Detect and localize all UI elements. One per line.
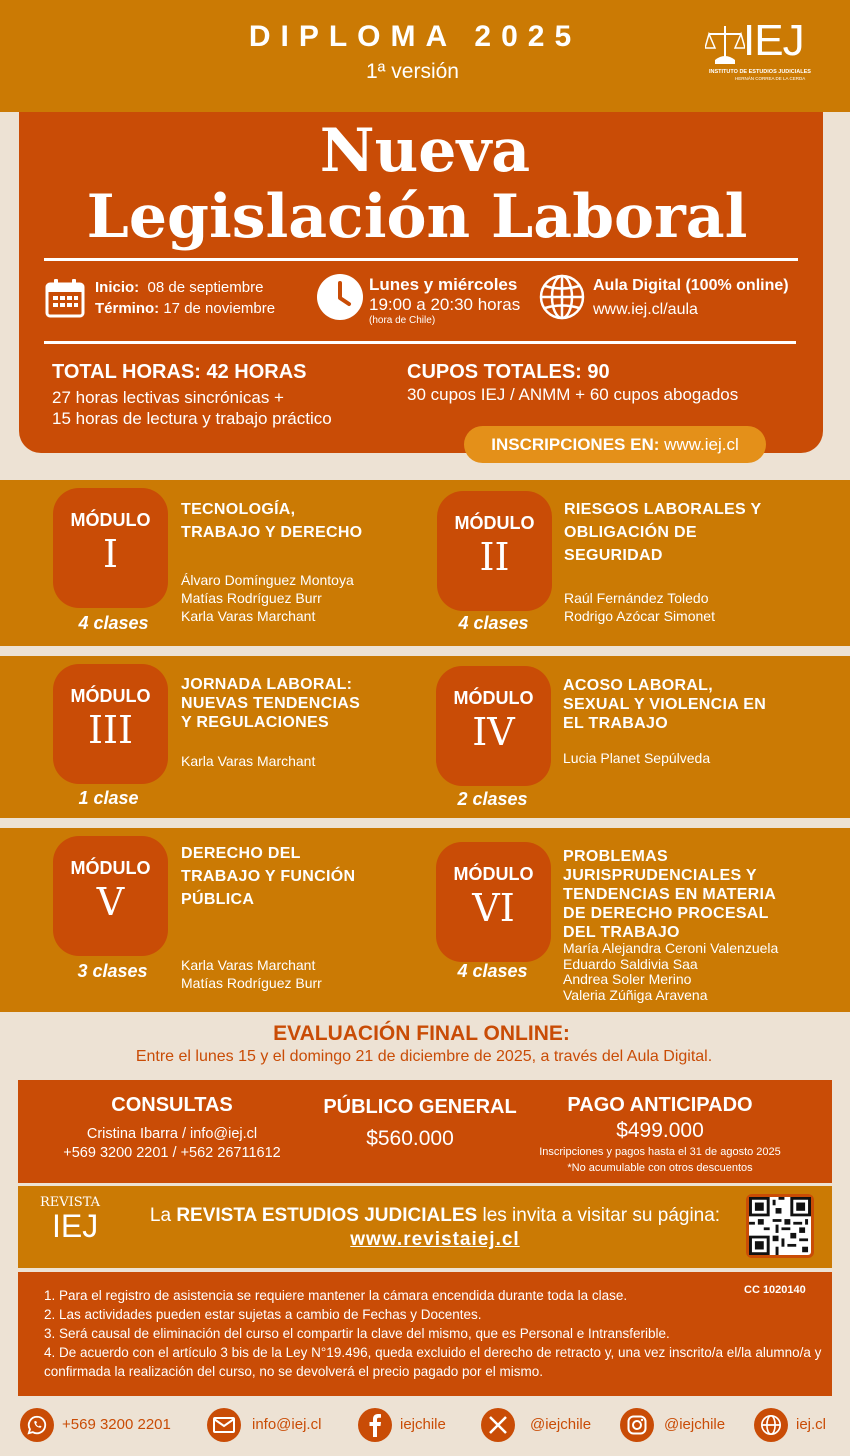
total-hours-title: TOTAL HORAS: 42 HORAS — [52, 361, 307, 383]
module-classes: 4 clases — [458, 613, 529, 633]
class-hours: 19:00 a 20:30 horas — [369, 295, 521, 314]
module-classes: 3 clases — [77, 961, 148, 981]
general-price-title: PÚBLICO GENERAL — [323, 1096, 517, 1118]
module-title — [181, 675, 360, 732]
module-number: II — [479, 535, 510, 579]
footer-instagram[interactable]: @iejchile — [664, 1416, 726, 1433]
module-classes: 4 clases — [78, 613, 149, 633]
module-professors — [181, 754, 315, 770]
module-label: MÓDULO — [454, 513, 535, 533]
professor: Valeria Zúñiga Aravena — [563, 986, 708, 1003]
revista-logo-main: IEJ — [52, 1208, 99, 1244]
module-badge-3 — [53, 664, 168, 784]
contact-line2[interactable]: +569 3200 2201 / +562 26711612 — [63, 1145, 281, 1161]
mail-icon — [213, 1417, 235, 1433]
module-title-line: SEGURIDAD — [564, 547, 663, 564]
professor: Karla Varas Marchant — [181, 753, 316, 769]
module-number: IV — [472, 710, 515, 754]
professor: Karla Varas Marchant — [181, 608, 316, 624]
course-title-line1: Nueva — [319, 116, 531, 186]
professor: Álvaro Domínguez Montoya — [181, 572, 354, 588]
footer-phone[interactable]: +569 3200 2201 — [62, 1416, 171, 1433]
module-title-line: NUEVAS TENDENCIAS — [181, 695, 361, 712]
course-title-line2: Legislación Laboral — [86, 182, 748, 252]
class-days: Lunes y miércoles — [369, 275, 518, 294]
module-title — [181, 844, 355, 909]
platform-name: Aula Digital (100% online) — [593, 277, 789, 294]
seats-detail: 30 cupos IEJ / ANMM + 60 cupos abogados — [407, 385, 739, 404]
professor: Karla Varas Marchant — [181, 957, 316, 973]
professor: María Alejandra Ceroni Valenzuela — [563, 940, 779, 956]
module-professors — [181, 958, 322, 992]
module-badge-2 — [437, 491, 552, 611]
professor: Raúl Fernández Toledo — [564, 590, 709, 606]
module-badge-1 — [53, 488, 168, 608]
professor: Andrea Soler Merino — [563, 971, 692, 987]
module-label: MÓDULO — [70, 510, 151, 530]
module-professors — [563, 941, 778, 1003]
notes-list — [44, 1286, 824, 1381]
module-classes: 4 clases — [457, 961, 528, 981]
professor: Matías Rodríguez Burr — [181, 590, 322, 606]
divider — [44, 341, 796, 344]
module-title-line: TRABAJO Y DERECHO — [181, 524, 363, 541]
globe-icon — [538, 273, 586, 321]
professor: Rodrigo Azócar Simonet — [564, 608, 715, 624]
diploma-title: DIPLOMA 2025 — [248, 20, 582, 53]
revista-logo-top: REVISTA — [40, 1195, 101, 1210]
professor: Eduardo Saldivia Saa — [563, 955, 698, 972]
module-title-line: PROBLEMAS — [563, 848, 668, 865]
x-icon[interactable] — [481, 1408, 515, 1442]
clock-icon — [316, 273, 364, 321]
contact-title: CONSULTAS — [111, 1094, 233, 1116]
registration-url[interactable]: www.iej.cl — [664, 435, 739, 454]
evaluation-title: EVALUACIÓN FINAL ONLINE: — [273, 1022, 570, 1045]
note-item: 3. Será causal de eliminación del curso el compartir la clave del mismo, que es Personal e Intransferible. — [44, 1326, 670, 1341]
module-label: MÓDULO — [453, 688, 534, 708]
module-title-line: EL TRABAJO — [563, 715, 668, 732]
module-title — [563, 847, 776, 942]
module-classes: 1 clase — [78, 788, 139, 808]
early-price-title: PAGO ANTICIPADO — [567, 1094, 753, 1116]
hours-detail-1: 27 horas lectivas sincrónicas + — [52, 388, 284, 407]
revista-logo — [40, 1195, 110, 1255]
module-title-line: ACOSO LABORAL, — [563, 677, 713, 694]
module-label: MÓDULO — [453, 864, 534, 884]
platform-url[interactable]: www.iej.cl/aula — [593, 301, 698, 318]
end-date — [95, 298, 275, 319]
module-title-line: TRABAJO Y FUNCIÓN — [181, 868, 356, 885]
end-label: Término: — [95, 300, 160, 317]
professor: Matías Rodríguez Burr — [181, 975, 322, 991]
revista-url[interactable]: www.revistaiej.cl — [350, 1229, 520, 1250]
revista-text-post: les invita a visitar su página: — [477, 1205, 721, 1226]
module-number: VI — [472, 886, 515, 930]
course-code: CC 1020140 — [744, 1284, 806, 1296]
module-label: MÓDULO — [70, 858, 151, 878]
module-professors — [181, 573, 354, 625]
professor: Lucia Planet Sepúlveda — [563, 750, 711, 766]
module-title-line: JORNADA LABORAL: — [181, 676, 353, 693]
logo-subtitle-1: INSTITUTO DE ESTUDIOS JUDICIALES — [709, 69, 811, 75]
module-title-line: DE DERECHO PROCESAL — [563, 905, 769, 922]
note-item: 4. De acuerdo con el artículo 3 bis de la Ley N°19.496, queda excluido el derecho de retracto y, una vez inscrito/a el/la alumno/a y confirmada la realización del curso, no se devolverá el precio pagado por el mismo. — [44, 1345, 822, 1379]
registration-pill[interactable] — [464, 426, 766, 463]
qr-code-icon — [749, 1197, 811, 1255]
note-item: 1. Para el registro de asistencia se requiere mantener la cámara encendida durante toda la clase. — [44, 1288, 628, 1303]
module-number: I — [102, 532, 118, 576]
module-title — [564, 500, 761, 565]
module-title-line: JURISPRUDENCIALES Y — [563, 867, 757, 884]
divider — [44, 258, 798, 261]
module-label: MÓDULO — [70, 686, 151, 706]
note-item: 2. Las actividades pueden estar sujetas a cambio de Fechas y Docentes. — [44, 1307, 482, 1322]
globe-icon[interactable] — [754, 1408, 788, 1442]
module-professors — [564, 591, 715, 625]
hours-detail-2: 15 horas de lectura y trabajo práctico — [52, 409, 332, 428]
registration-label: INSCRIPCIONES EN: — [491, 435, 660, 454]
footer-email[interactable]: info@iej.cl — [252, 1416, 322, 1433]
instagram-icon[interactable] — [620, 1408, 654, 1442]
footer-website[interactable]: iej.cl — [796, 1416, 827, 1433]
x-icon — [489, 1416, 507, 1434]
revista-invite — [140, 1204, 730, 1252]
module-classes: 2 clases — [457, 789, 528, 809]
instagram-icon — [627, 1415, 647, 1435]
logo-subtitle-2: HERNÁN CORREA DE LA CERDA — [735, 76, 806, 81]
revista-text-pre: La — [149, 1205, 177, 1226]
logo-text: IEJ — [743, 16, 804, 65]
version-label: 1ª versión — [366, 60, 459, 83]
whatsapp-icon — [26, 1414, 48, 1436]
calendar-icon — [45, 278, 85, 318]
timezone-note: (hora de Chile) — [369, 315, 436, 326]
qr-code[interactable] — [746, 1194, 814, 1258]
early-note-1: Inscripciones y pagos hasta el 31 de agosto 2025 — [539, 1146, 781, 1158]
module-title-line: RIESGOS LABORALES Y — [564, 501, 762, 518]
module-badge-4 — [436, 666, 551, 786]
module-number: V — [96, 880, 125, 924]
module-number: III — [87, 708, 134, 752]
total-seats-title: CUPOS TOTALES: 90 — [407, 361, 610, 383]
footer-facebook[interactable]: iejchile — [400, 1416, 446, 1433]
module-badge-5 — [53, 836, 168, 956]
general-price: $560.000 — [366, 1127, 454, 1150]
early-note-2: *No acumulable con otros descuentos — [567, 1162, 753, 1174]
mail-icon[interactable] — [207, 1408, 241, 1442]
module-title-line: PÚBLICA — [181, 891, 255, 908]
module-title — [563, 676, 766, 733]
evaluation-text: Entre el lunes 15 y el domingo 21 de diciembre de 2025, a través del Aula Digital. — [135, 1048, 713, 1065]
globe-icon — [760, 1414, 782, 1436]
module-badge-6 — [436, 842, 551, 962]
start-value: 08 de septiembre — [147, 279, 264, 296]
module-title-line: DERECHO DEL — [181, 845, 301, 862]
facebook-icon — [368, 1413, 382, 1437]
iej-logo — [705, 18, 815, 88]
module-title-line: SEXUAL Y VIOLENCIA EN — [563, 696, 767, 713]
facebook-icon[interactable] — [358, 1408, 392, 1442]
contact-line1[interactable]: Cristina Ibarra / info@iej.cl — [86, 1126, 258, 1142]
module-title-line: TENDENCIAS EN MATERIA — [563, 886, 777, 903]
module-professors — [563, 751, 710, 767]
end-value: 17 de noviembre — [163, 300, 276, 317]
module-title-line: TECNOLOGÍA, — [181, 501, 296, 518]
scales-icon — [705, 24, 745, 68]
whatsapp-icon[interactable] — [20, 1408, 54, 1442]
revista-name: REVISTA ESTUDIOS JUDICIALES — [176, 1205, 478, 1226]
early-price: $499.000 — [616, 1119, 704, 1142]
module-title-line: DEL TRABAJO — [563, 924, 680, 941]
start-date — [95, 277, 263, 298]
start-label: Inicio: — [95, 279, 140, 296]
module-title-line: OBLIGACIÓN DE — [564, 524, 697, 541]
footer-x[interactable]: @iejchile — [530, 1416, 592, 1433]
module-title — [181, 500, 362, 542]
module-title-line: Y REGULACIONES — [181, 714, 329, 731]
